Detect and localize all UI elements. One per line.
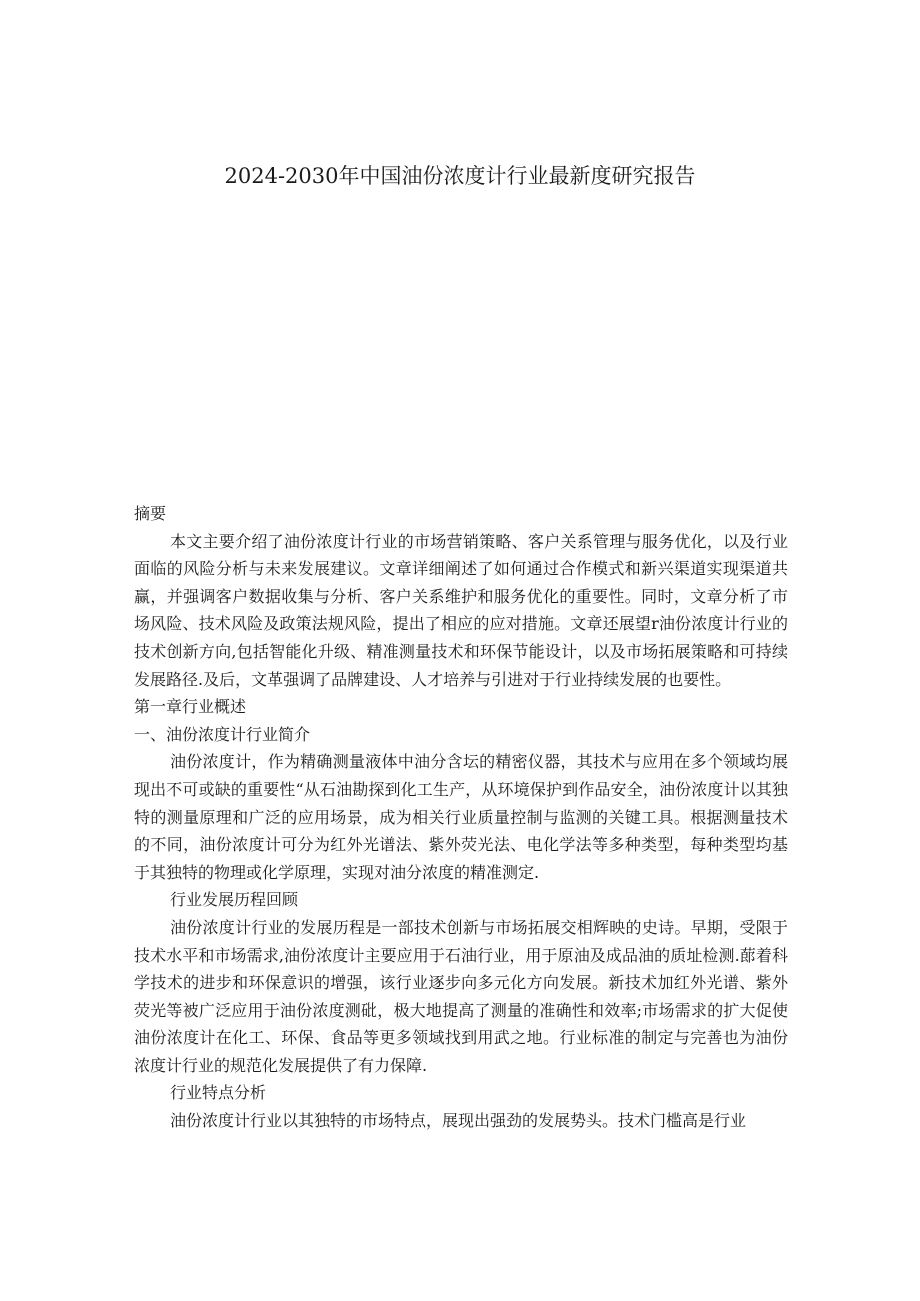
document-body <box>134 500 788 1135</box>
chapter-heading: 第一章行业概述 <box>134 697 247 717</box>
history-paragraph: 油份浓度计行业的发展历程是一部技术创新与市场拓展交相辉映的史诗。早期，受限于技术水平和市场需求,油份浓度计主要应用于石油行业，用于原油及成品油的质址检测.蓈着科学技术的进步和环保意识的增强，该行业逐步向多元化方向发展。新技术加红外光谱、紫外荧光等被广泛应用于油份浓度测砒，极大地提高了测量的准确性和效率;市场需求的扩大促使油份浓度计在化工、环保、食品等更多领域找到用武之地。行业标准的制定与完善也为油份浓度计行业的规范化发展提供了有力保障. <box>134 917 788 1075</box>
abstract-paragraph: 本文主要介绍了油份浓度计行业的市场营销策略、客户关系管理与服务优化，以及行业面临的风险分析与未来发展建议。文章详细阐述了如何通过合作模式和新兴渠道实现渠道共赢，并强调客户数据收集与分析、客户关系维护和服务优化的重要性。同时，文章分析了市场风险、技术风险及政策法规风险，提出了相应的应对措施。文章还展望r油份浓度计行业的技术创新方向,包括智能化升级、精准测量技术和环保节能设计，以及市场拓展策略和可持续发展路径.及后，文革强调了品牌建设、人才培养与引进对于行业持续发展的也要性。 <box>134 531 788 689</box>
section-paragraph: 油份浓度计，作为精确测量液体中油分含坛的精密仪器，其技术与应用在多个领域均展现出不可或缺的重要性“从石油勘探到化工生产，从环境保护到作品安全，油份浓度计以其独特的测量原理和广泛的应用场景，成为相关行业质量控制与监测的关键工具。根据测量技术的不同，油份浓度计可分为红外光谱法、紫外荧光法、电化学法等多种类型，每种类型均基于其独特的物理或化学原理，实现对油分浓度的精准测定. <box>134 752 788 882</box>
section-heading: 一、油份浓度计行业简介 <box>134 724 311 744</box>
features-heading: 行业特点分析 <box>170 1083 267 1103</box>
history-heading: 行业发展历程回顾 <box>170 890 299 910</box>
features-paragraph: 油份浓度计行业以其独特的市场特点，展现出强劲的发展势头。技术门槛高是行业 <box>170 1111 747 1131</box>
document-title: 2024-2030年中国油份浓度计行业最新度研究报告 <box>224 164 696 188</box>
abstract-heading: 摘要 <box>134 504 167 523</box>
